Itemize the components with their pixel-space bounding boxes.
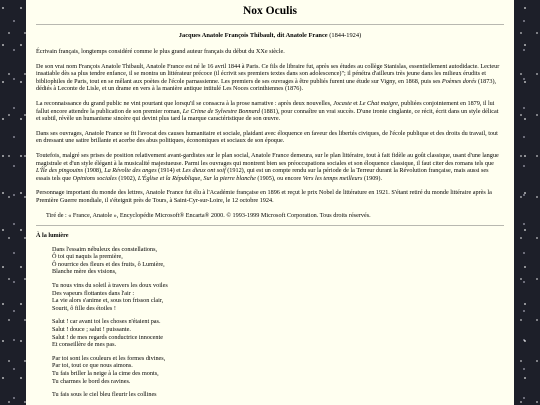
poem-line: Par toi sont les couleurs et les formes divines,	[52, 354, 166, 362]
bio-p4-i2: La Révolte des anges	[104, 167, 157, 175]
poem-stanza-2	[52, 282, 504, 312]
bio-paragraph-5: Personnage important du monde des lettres, Anatole France fut élu à l'Académie française en 1896 et reçut le prix Nobel de littérature en 1921. S'étant retiré du monde littéraire après la Première Guerre mondiale, il s'éteignit près de Tours, à Saint-Cyr-sur-Loire, le 12 octobre 1924.	[36, 189, 492, 204]
poem-stanza-3	[52, 318, 504, 348]
poem-stanza-4	[52, 355, 504, 385]
bio-p2-i3: Le Crime de Sylvestre Bonnard	[182, 107, 260, 115]
poem-line: Tu charmes le bord des ravines.	[52, 377, 131, 385]
bio-p4-b: (1908),	[83, 167, 105, 175]
bio-p1-end: (1873), dédiés à Leconte de Lisle, et un drame en vers à la manière antique intitulé Les Noces corinthiennes (1876).	[36, 77, 497, 93]
page-title: Nox Oculis	[243, 5, 297, 17]
bio-p4-f: (1905), ou encore	[255, 174, 303, 182]
bio-p4-i5: L'Église et la République, Sur la pierre blanche	[137, 174, 256, 182]
poem-line: Tu fais briller la neige à la cime des monts,	[52, 370, 159, 377]
poem-line: Des vapeurs flottantes dans l'air :	[52, 289, 135, 297]
poem-line: Ô nourrice des fleurs et des fruits, ô Lumière,	[52, 260, 165, 268]
poem-line: Salut ! car avant toi les choses n'étaient pas.	[52, 318, 161, 326]
bio-p1-text: De son vrai nom François Anatole Thibault, Anatole France est né le 16 avril 1844 à Paris. Ce fils de libraire fut, après ses études au collège Stanislas, essentiellement autodidacte. Lecteur insatiable dès sa plus tendre enfance, il se montra un littérateur précoce (il écrivit ses premiers textes dans son adolescence)"; il pénétra d'ailleurs très jeune dans les milieux érudits et bibliophiles de Paris, tout en se mêlant aux poètes de l'école parnassienne. Les premiers de ses ouvrages à être publiés furent une étude sur Vigny, en 1868, puis ses	[36, 62, 500, 85]
bio-p4-i3: Les dieux ont soif	[182, 167, 226, 175]
source-citation: Tiré de : « France, Anatole », Encyclopédie Microsoft® Encarta® 2000. © 1993-1999 Microsoft Corporation. Tous droits réservés.	[46, 211, 371, 219]
divider-top	[36, 24, 504, 25]
bio-p2-i1: Jocaste	[333, 99, 352, 107]
author-line	[36, 31, 504, 40]
poem-line: Et conseillère de mes pas.	[52, 341, 117, 349]
poem-line: Salut ! de mes regards conductrice innocente	[52, 333, 163, 341]
bio-p2-a: La reconnaissance du grand public ne vint pourtant que lorsqu'il se consacra à la prose narrative : après deux nouvelles,	[36, 99, 334, 107]
bio-p4-i1: L'Île des pingouins	[36, 167, 84, 175]
author-dates: (1844-1924)	[329, 32, 362, 39]
bio-p2-c: , publiées conjointement en 1879, il lui fallut encore attendre la publication de son premier roman,	[36, 99, 495, 115]
bio-p4-c: (1914) et	[156, 167, 183, 175]
poem-line: Tu nous vins du soleil à travers les doux voiles	[52, 282, 168, 290]
author-name: Jacques Anatole François Thibault	[178, 32, 274, 39]
poem-title: À la lumière	[36, 232, 69, 240]
bio-p4-g: (1909).	[362, 174, 383, 182]
bio-p2-b: et	[351, 99, 360, 107]
poem-line: Par toi, tout ce que nous aimons.	[52, 362, 133, 370]
bio-p4-i6: Vers les temps meilleurs	[302, 174, 363, 182]
poem-stanza-5	[52, 391, 504, 399]
page-content	[26, 0, 514, 405]
poem-line: Tu fais sous le ciel bleu fleurir les collines	[52, 391, 157, 399]
poem-stanza-1	[52, 246, 504, 276]
bio-p4-e: (1902),	[116, 174, 138, 182]
poem-line: Sourit, ô fille des étoiles !	[52, 304, 116, 312]
bio-p4-i4: Opinions sociales	[72, 174, 117, 182]
poem-line: Ô toi qui naquis la première,	[52, 253, 123, 261]
bio-p4-d: (1912), qui est un compte rendu sur la période de la Terreur durant la Révolution française, mais aussi ses essais tels que	[36, 167, 489, 182]
bio-paragraph-4	[36, 152, 504, 182]
bio-p2-i2: Le Chat maigre	[359, 99, 398, 107]
poem-line: Blanche mère des visions,	[52, 268, 117, 276]
poem-line: Dans l'essaim nébuleux des constellations,	[52, 245, 158, 253]
poem-line: Salut ! douce ; salut ! puissante.	[52, 326, 131, 334]
bio-p1-italic: Poèmes dorés	[441, 77, 477, 85]
bio-paragraph-1	[36, 63, 504, 93]
bio-p4-a: Toutefois, malgré ses prises de position relativement avant-gardistes sur le plan social, Anatole France demeura, sur le plan littéraire, tout à fait fidèle au goût classique, usant d'une langue magistrale et d'un style élégant à la musicalité majestueuse. Parmi les ouvrages qui montrent bien ses préoccupations sociales et son éloquence classique, il faut citer des romans tels que	[36, 151, 499, 167]
bio-p2-d: (1881), pour connaître un vrai succès. D'une ironie cinglante, ce récit, écrit dans un style délicat et subtil, révèle un humanisme sincère qui devint plus tard la marque caractéristique de son œuvre.	[36, 107, 499, 123]
bio-paragraph-3: Dans ses ouvrages, Anatole France se fit l'avocat des causes humanitaire et sociale, plaidant avec éloquence en faveur des libertés civiques, de l'école publique et des droits du travail, tout en dressant une satire brillante et acerbe des abus politiques, économiques et sociaux de son époque.	[36, 129, 498, 145]
intro-paragraph: Écrivain français, longtemps considéré comme le plus grand auteur français du début du XXe siècle.	[36, 48, 285, 55]
divider-poem	[36, 225, 504, 226]
author-alias: , dit Anatole France	[273, 32, 328, 39]
poem-line: La vie alors s'anime et, sous ton frisson clair,	[52, 297, 164, 305]
bio-paragraph-2	[36, 100, 504, 123]
